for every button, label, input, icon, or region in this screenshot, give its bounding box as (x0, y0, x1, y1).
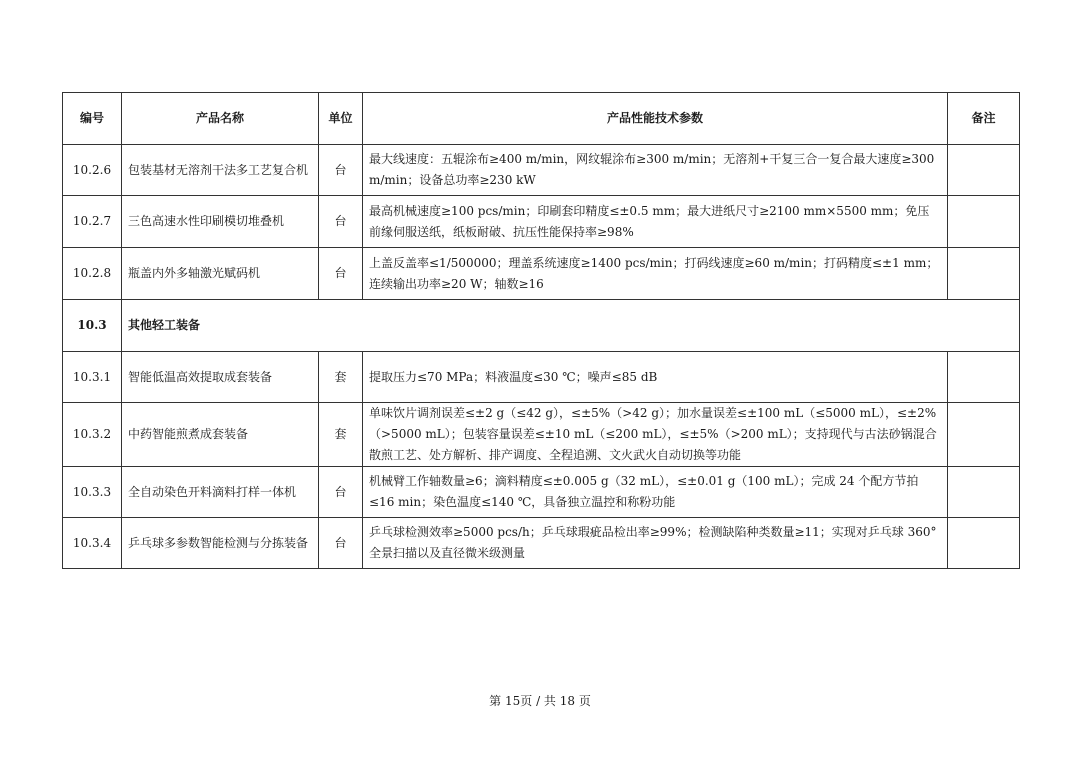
header-name: 产品名称 (122, 93, 319, 145)
row-note (948, 467, 1020, 518)
section-title: 其他轻工装备 (122, 300, 1020, 352)
row-note (948, 403, 1020, 467)
table-row (63, 467, 1020, 518)
table-row (63, 145, 1020, 196)
row-name: 全自动染色开料滴料打样一体机 (122, 467, 319, 518)
row-unit: 台 (319, 248, 363, 300)
row-note (948, 518, 1020, 569)
header-params: 产品性能技术参数 (363, 93, 948, 145)
table-row (63, 248, 1020, 300)
row-params: 最高机械速度≥100 pcs/min；印刷套印精度≤±0.5 mm；最大进纸尺寸≥2100 mm×5500 mm；免压前缘伺服送纸，纸板耐破、抗压性能保持率≥98% (363, 196, 948, 248)
row-params: 最大线速度：五辊涂布≥400 m/min，网纹辊涂布≥300 m/min；无溶剂+干复三合一复合最大速度≥300 m/min；设备总功率≥230 kW (363, 145, 948, 196)
row-num: 10.3.1 (63, 352, 122, 403)
row-name: 智能低温高效提取成套装备 (122, 352, 319, 403)
row-params: 机械臂工作轴数量≥6；滴料精度≤±0.005 g（32 mL），≤±0.01 g（100 mL）；完成 24 个配方节拍≤16 min；染色温度≤140 ℃，具备独立温控和称粉功能 (363, 467, 948, 518)
row-num: 10.2.8 (63, 248, 122, 300)
section-num: 10.3 (63, 300, 122, 352)
row-name: 瓶盖内外多轴激光赋码机 (122, 248, 319, 300)
row-params: 单味饮片调剂误差≤±2 g（≤42 g），≤±5%（>42 g）；加水量误差≤±100 mL（≤5000 mL），≤±2%（>5000 mL）；包装容量误差≤±10 mL（≤200 mL），≤±5%（>200 mL）；支持现代与古法砂锅混合散煎工艺、处方解析、排产调度、全程追溯、文火武火自动切换等功能 (363, 403, 948, 467)
header-note: 备注 (948, 93, 1020, 145)
row-note (948, 196, 1020, 248)
row-unit: 套 (319, 403, 363, 467)
row-note (948, 145, 1020, 196)
row-unit: 台 (319, 196, 363, 248)
spec-table (62, 92, 1020, 569)
header-unit: 单位 (319, 93, 363, 145)
row-params: 提取压力≤70 MPa；料液温度≤30 ℃；噪声≤85 dB (363, 352, 948, 403)
header-num: 编号 (63, 93, 122, 145)
row-num: 10.3.2 (63, 403, 122, 467)
row-unit: 台 (319, 145, 363, 196)
table-row (63, 518, 1020, 569)
table-row (63, 352, 1020, 403)
row-note (948, 352, 1020, 403)
row-unit: 台 (319, 518, 363, 569)
row-num: 10.3.4 (63, 518, 122, 569)
row-note (948, 248, 1020, 300)
table-row (63, 196, 1020, 248)
row-unit: 台 (319, 467, 363, 518)
page-footer: 第 15页 / 共 18 页 (489, 694, 591, 708)
row-name: 三色高速水性印刷模切堆叠机 (122, 196, 319, 248)
row-params: 上盖反盖率≤1/500000；理盖系统速度≥1400 pcs/min；打码线速度≥60 m/min；打码精度≤±1 mm；连续输出功率≥20 W；轴数≥16 (363, 248, 948, 300)
row-num: 10.2.6 (63, 145, 122, 196)
row-num: 10.3.3 (63, 467, 122, 518)
section-row (63, 300, 1020, 352)
header-row (63, 93, 1020, 145)
row-unit: 套 (319, 352, 363, 403)
row-num: 10.2.7 (63, 196, 122, 248)
row-name: 乒乓球多参数智能检测与分拣装备 (122, 518, 319, 569)
row-name: 中药智能煎煮成套装备 (122, 403, 319, 467)
row-params: 乒乓球检测效率≥5000 pcs/h；乒乓球瑕疵品检出率≥99%；检测缺陷种类数量≥11；实现对乒乓球 360° 全景扫描以及直径微米级测量 (363, 518, 948, 569)
row-name: 包装基材无溶剂干法多工艺复合机 (122, 145, 319, 196)
table-row (63, 403, 1020, 467)
